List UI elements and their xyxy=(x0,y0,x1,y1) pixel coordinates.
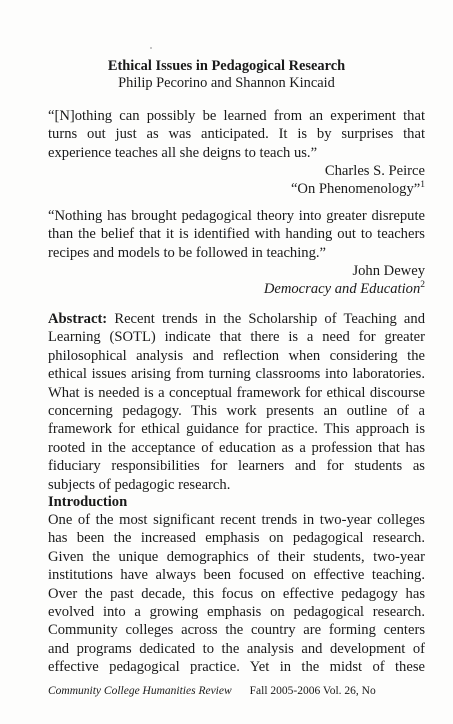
introduction-paragraph xyxy=(48,511,425,677)
body-line: Given the unique demographics of their students, two-year xyxy=(48,548,425,565)
article-title: Ethical Issues in Pedagogical Research xyxy=(107,58,346,74)
abstract-line: Abstract: Recent trends in the Scholarship of Teaching and xyxy=(48,311,425,327)
epigraph-dewey-attribution xyxy=(264,262,425,299)
body-line: Community colleges across the country are forming centers xyxy=(48,622,425,639)
abstract-paragraph xyxy=(48,310,425,494)
issue-info: Fall 2005-2006 Vol. 26, No xyxy=(249,685,376,697)
quote-source: Democracy and Education$^2$ xyxy=(263,280,425,298)
abstract-line: rooted in the acceptance of education as a profession that has xyxy=(48,439,425,456)
quote-line: “[N]othing can possibly be learned from an experiment that xyxy=(48,108,425,124)
body-line: has been the increased emphasis on pedagogical research. xyxy=(48,530,425,547)
quote-source: “On Phenomenology”$^1$ xyxy=(290,180,425,198)
quote-line: than the belief that it is identified with handing out to teachers xyxy=(48,226,425,243)
print-speck xyxy=(150,47,152,49)
epigraph-peirce-attribution xyxy=(291,162,425,199)
abstract-line: What is needed is a conceptual framework for ethical discourse xyxy=(48,384,425,401)
quote-line: turns out just as was anticipated. It is by surprises that xyxy=(48,126,425,143)
footnote-marker: 2 xyxy=(420,280,425,291)
body-line: and programs dedicated to the analysis and development of xyxy=(48,640,425,657)
body-line: evolved into a growing emphasis on pedagogical research. xyxy=(48,604,425,621)
quote-author: Charles S. Peirce xyxy=(324,163,425,179)
abstract-line: fiduciary responsibilities for learners and for students as xyxy=(48,458,425,475)
quote-line: experience teaches all she deigns to teach us.” xyxy=(48,144,318,161)
abstract-label: Abstract: xyxy=(48,311,108,327)
abstract-line: subjects of pedagogic research. xyxy=(48,476,231,493)
page-footer xyxy=(48,684,376,698)
abstract-line: framework for ethical guidance for practice. This approach is xyxy=(48,421,425,438)
body-line: effective pedagogical practice. Yet in the midst of these xyxy=(48,659,425,676)
quote-line: “Nothing has brought pedagogical theory into greater disrepute xyxy=(48,208,425,224)
article-authors: Philip Pecorino and Shannon Kincaid xyxy=(118,75,335,91)
body-line: institutions have always been focused on effective teaching. xyxy=(48,567,425,584)
abstract-line: ethical issues arising from turning classrooms into laboratories. xyxy=(48,366,425,383)
quote-author: John Dewey xyxy=(352,263,425,279)
section-heading-introduction: Introduction xyxy=(48,494,128,510)
abstract-line: philosophical analysis and reflection when considering the xyxy=(48,347,425,364)
epigraph-dewey-quote xyxy=(48,207,425,262)
body-line: One of the most significant recent trends in two-year colleges xyxy=(48,512,425,528)
quote-line: recipes and models to be followed in teaching.” xyxy=(48,244,327,261)
footnote-marker: 1 xyxy=(420,180,425,191)
epigraph-peirce-quote xyxy=(48,107,425,162)
journal-name: Community College Humanities Review xyxy=(48,685,232,697)
abstract-line: Learning (SOTL) indicate that there is a need for greater xyxy=(48,329,425,346)
abstract-line: concerning pedagogy. This work presents an outline of a xyxy=(48,403,425,420)
body-line: Over the past decade, this focus on effective pedagogy has xyxy=(48,585,425,602)
